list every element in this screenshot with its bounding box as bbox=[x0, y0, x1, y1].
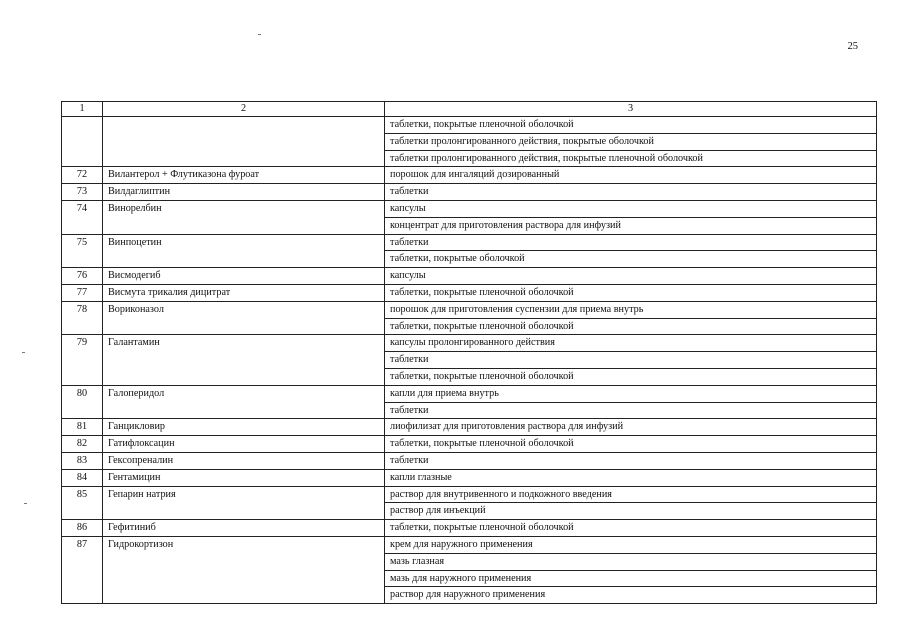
column-header-number: 1 bbox=[62, 102, 103, 117]
column-header-form: 3 bbox=[385, 102, 877, 117]
table-row bbox=[62, 520, 877, 537]
dosage-form: капли глазные bbox=[385, 469, 877, 486]
row-number: 72 bbox=[62, 167, 103, 184]
dosage-form: мазь для наружного применения bbox=[385, 570, 877, 587]
dosage-form: порошок для ингаляций дозированный bbox=[385, 167, 877, 184]
table-row bbox=[62, 419, 877, 436]
drug-name: Винпоцетин bbox=[103, 234, 385, 268]
drug-table bbox=[61, 101, 877, 604]
row-number: 78 bbox=[62, 301, 103, 335]
dosage-form: капсулы bbox=[385, 200, 877, 217]
drug-name: Вориконазол bbox=[103, 301, 385, 335]
drug-name: Гексопреналин bbox=[103, 452, 385, 469]
dosage-form: таблетки, покрытые пленочной оболочкой bbox=[385, 117, 877, 134]
drug-name: Висмута трикалия дицитрат bbox=[103, 284, 385, 301]
table-row bbox=[62, 184, 877, 201]
row-number: 75 bbox=[62, 234, 103, 268]
table-header-row bbox=[62, 102, 877, 117]
table-row bbox=[62, 536, 877, 553]
row-number: 74 bbox=[62, 200, 103, 234]
row-number: 80 bbox=[62, 385, 103, 419]
dosage-form: таблетки bbox=[385, 452, 877, 469]
drug-name: Гидрокортизон bbox=[103, 536, 385, 603]
dosage-form: таблетки, покрытые пленочной оболочкой bbox=[385, 318, 877, 335]
dosage-form: раствор для инъекций bbox=[385, 503, 877, 520]
dosage-form: таблетки bbox=[385, 352, 877, 369]
drug-name: Винорелбин bbox=[103, 200, 385, 234]
row-number: 76 bbox=[62, 268, 103, 285]
dosage-form: капсулы пролонгированного действия bbox=[385, 335, 877, 352]
dosage-form: таблетки, покрытые пленочной оболочкой bbox=[385, 368, 877, 385]
table-row bbox=[62, 268, 877, 285]
drug-name: Вилдаглиптин bbox=[103, 184, 385, 201]
scan-speck bbox=[24, 503, 27, 504]
row-number: 87 bbox=[62, 536, 103, 603]
dosage-form: таблетки bbox=[385, 234, 877, 251]
table-row bbox=[62, 200, 877, 217]
table-body bbox=[62, 102, 877, 604]
dosage-form: таблетки, покрытые пленочной оболочкой bbox=[385, 520, 877, 537]
drug-name: Галантамин bbox=[103, 335, 385, 385]
table-row bbox=[62, 469, 877, 486]
scan-speck bbox=[258, 34, 261, 35]
row-number: 82 bbox=[62, 436, 103, 453]
drug-name: Гатифлоксацин bbox=[103, 436, 385, 453]
drug-name bbox=[103, 117, 385, 167]
dosage-form: капсулы bbox=[385, 268, 877, 285]
dosage-form: мазь глазная bbox=[385, 553, 877, 570]
table-row bbox=[62, 486, 877, 503]
dosage-form: таблетки bbox=[385, 402, 877, 419]
table-row bbox=[62, 335, 877, 352]
table-row bbox=[62, 284, 877, 301]
row-number: 85 bbox=[62, 486, 103, 520]
row-number: 81 bbox=[62, 419, 103, 436]
table-row bbox=[62, 167, 877, 184]
table-row bbox=[62, 385, 877, 402]
scan-speck bbox=[22, 352, 25, 353]
drug-name: Висмодегиб bbox=[103, 268, 385, 285]
table-row bbox=[62, 452, 877, 469]
drug-name: Гефитиниб bbox=[103, 520, 385, 537]
page-number: 25 bbox=[847, 41, 858, 52]
row-number: 84 bbox=[62, 469, 103, 486]
drug-name: Гепарин натрия bbox=[103, 486, 385, 520]
table-row bbox=[62, 436, 877, 453]
dosage-form: таблетки, покрытые пленочной оболочкой bbox=[385, 284, 877, 301]
row-number: 73 bbox=[62, 184, 103, 201]
column-header-name: 2 bbox=[103, 102, 385, 117]
drug-name: Галоперидол bbox=[103, 385, 385, 419]
dosage-form: раствор для наружного применения bbox=[385, 587, 877, 604]
table-row bbox=[62, 234, 877, 251]
dosage-form: таблетки bbox=[385, 184, 877, 201]
table-row bbox=[62, 301, 877, 318]
table-row bbox=[62, 117, 877, 134]
row-number: 77 bbox=[62, 284, 103, 301]
drug-name: Ганцикловир bbox=[103, 419, 385, 436]
drug-name: Гентамицин bbox=[103, 469, 385, 486]
dosage-form: концентрат для приготовления раствора для инфузий bbox=[385, 217, 877, 234]
row-number bbox=[62, 117, 103, 167]
dosage-form: крем для наружного применения bbox=[385, 536, 877, 553]
dosage-form: таблетки пролонгированного действия, покрытые пленочной оболочкой bbox=[385, 150, 877, 167]
dosage-form: лиофилизат для приготовления раствора для инфузий bbox=[385, 419, 877, 436]
dosage-form: таблетки, покрытые пленочной оболочкой bbox=[385, 436, 877, 453]
drug-name: Вилантерол + Флутиказона фуроат bbox=[103, 167, 385, 184]
row-number: 86 bbox=[62, 520, 103, 537]
row-number: 83 bbox=[62, 452, 103, 469]
dosage-form: порошок для приготовления суспензии для приема внутрь bbox=[385, 301, 877, 318]
dosage-form: таблетки, покрытые оболочкой bbox=[385, 251, 877, 268]
dosage-form: капли для приема внутрь bbox=[385, 385, 877, 402]
dosage-form: таблетки пролонгированного действия, покрытые оболочкой bbox=[385, 133, 877, 150]
dosage-form: раствор для внутривенного и подкожного введения bbox=[385, 486, 877, 503]
row-number: 79 bbox=[62, 335, 103, 385]
